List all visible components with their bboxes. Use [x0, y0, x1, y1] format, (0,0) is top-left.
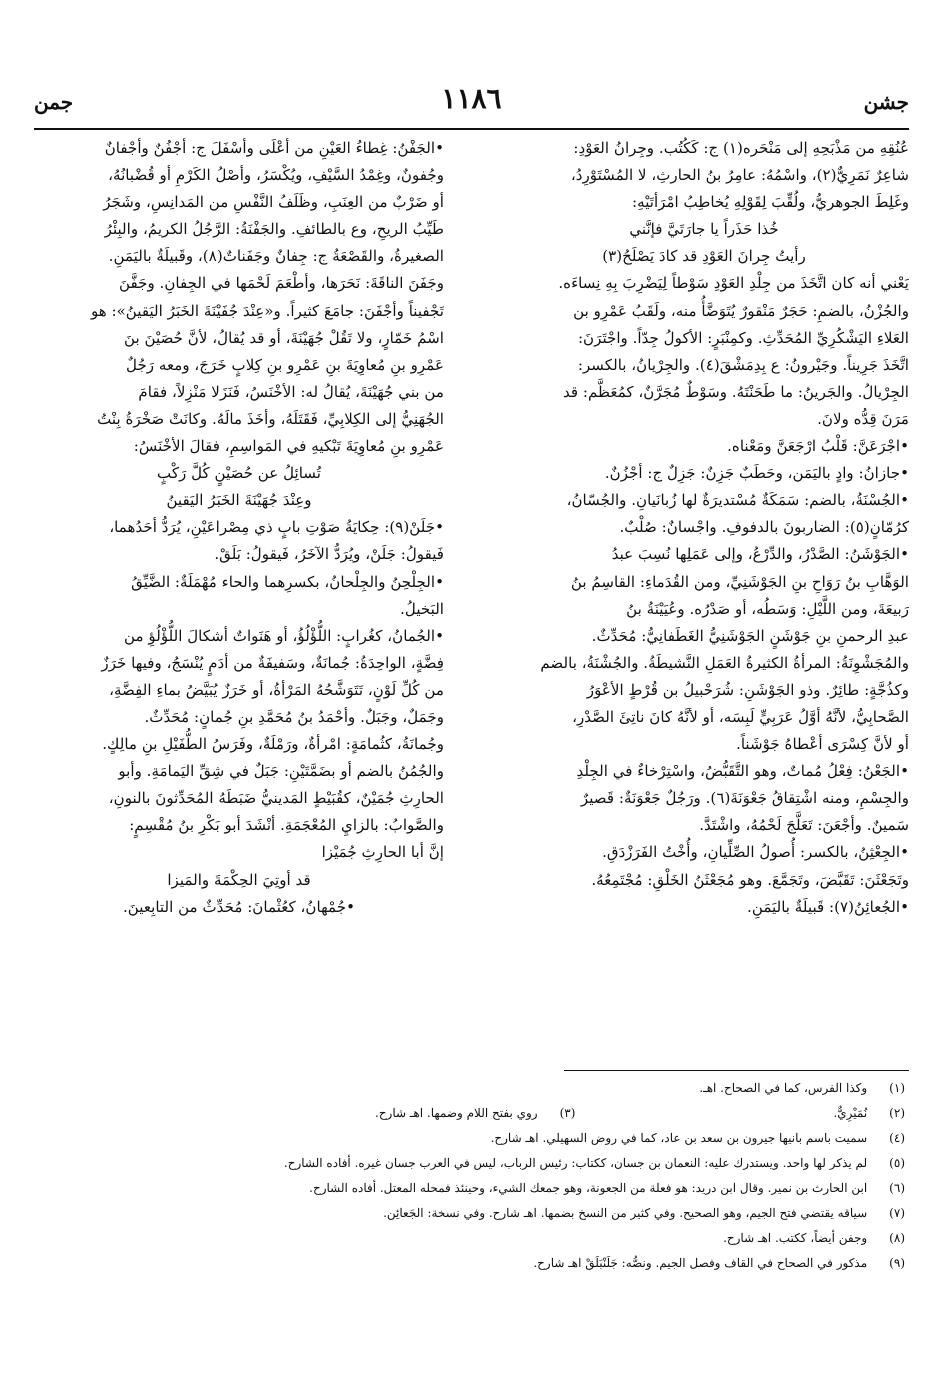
footnote-row: [45, 1176, 905, 1201]
text-line: العَلاءِ اليَشْكُرِيِّ المُحَدِّثِ. وكمِنْبَرٍ: الأكولُ جِدّاً. واجْتَرَنَ:: [577, 328, 909, 347]
text-line: رأيتُ جِرانَ العَوْدِ قد كادَ يَصْلَحُ(٣): [602, 247, 806, 266]
text-line: الوَهَّابِ بنُ رَوَاحِ بنِ الجَوْشَنِيِّ، ومن القُدَماءِ: القاسِمُ بنُ: [570, 572, 909, 591]
footnote: [375, 1101, 575, 1126]
footnote-text: وكذا الفرس، كما في الصحاح. اهـ.: [699, 1081, 868, 1095]
footnote: [383, 1206, 905, 1220]
footnote-row: [45, 1101, 905, 1126]
footnote-text: لم يذكر لها واحد. ويستدرك عليه: النعمان بن جسان، ككتاب: رئيس الرباب، ليس في العرب جسان غيره. أفاده الشارح.: [283, 1156, 868, 1170]
footnote: [284, 1156, 905, 1170]
text-line: فَيقولُ: جَلَنْ، ويُرَدُّ الآخَرُ، فَيقولُ: بَلَقْ.: [214, 545, 444, 564]
text-line: •الجِلْحِنُ والجِلْحانُ، بكسرِهما والحاء مُهْمَلَةٌ: الضَّيِّقُ: [131, 572, 444, 591]
footnote: [533, 1256, 905, 1270]
text-line: والمُجَشْوِنَةُ: المرأةُ الكثيرةُ العَمَلِ النَّشيطَةُ. والجُشْنَةُ، بالضم: [540, 653, 909, 672]
text-line: •الجُمانُ، كغُرابٍ: اللُّؤْلُؤُ، أو هَنَواتٌ أشكالَ اللُّؤْلُؤِ من: [124, 626, 444, 645]
text-line: كرُمّانٍ(٥): الضاربونَ بالدفوفِ. واجْسانٌ: صُلْبٌ.: [619, 518, 909, 537]
text-line: سَمينٌ. وأجْعَنَ: تَعَلَّجَ لَحْمُهُ، واشْتَدَّ.: [699, 816, 909, 835]
footnote-number: (٩): [889, 1256, 905, 1270]
text-line: وكذُجَّةٍ: طائِرٌ. وذو الجَوْشَنِ: شُرَحْبيلُ بن قُرْطٍ الأعْوَرُ: [586, 680, 909, 699]
header-rule: [34, 128, 909, 130]
footnote: [699, 1081, 905, 1095]
text-line: •اجْرَعَنَّ: قَلْبُ ارْجَعَنَّ ومَعْناه.: [727, 437, 909, 456]
text-line: •الجِعْثِنُ، بالكسر: أُصولُ الصِّلِّيانِ، وأُخْتُ الفَرَزْدَقِ.: [602, 843, 909, 862]
text-line: أو لأنَّ كِسْرَى أعْطاهُ جَوْشَناً.: [736, 735, 909, 754]
footnote-text: نُمَيْرِيٌّ.: [833, 1106, 868, 1120]
footnote-number: (٥): [889, 1156, 905, 1170]
footnote-text: وجفن أيضاً، ككتب. اهـ شارح.: [723, 1231, 868, 1245]
footnote-rule: [564, 1070, 909, 1071]
text-line: من بني جُهَيْنَةَ، يُقالُ له: الأخْنَسُ، فَنَزَلا مَنْزِلاً، فقامَ: [138, 382, 444, 401]
text-line: •الجَفْنُ: غِطاءُ العَيْنِ من أعْلَى وأسْفَلَ ج: أجْفُنٌ وأجْفانٌ: [104, 139, 444, 157]
text-line: الصغيرةُ، والقَصْعَةُ ج: جِفانٌ وجَفَناتٌ(٨)، وقَبيلَةٌ باليَمَنِ.: [108, 247, 444, 266]
text-line: •جازانُ: وادٍ باليَمَن، وحَطَبٌ جَزِنٌ: جَزِلٌ ج: أجْزُنٌ.: [604, 464, 909, 483]
text-line: عُنُقِهِ من مَذْبَحِهِ إلى مَنْحَره(١) ج: كَكُتُب. وجِرانُ العَوْدِ:: [573, 139, 909, 157]
text-line: الحارِثِ جُمَيْنٌ، كقُبَيْطٍ المَدينيُّ ضَبَطَهُ المُحَدِّثونَ بالنونِ،: [108, 789, 444, 808]
text-line: وجُمانَةُ، كثُمامَةٍ: امْرأةٌ، ورَمْلَةٌ، وفَرَسُ الطُّفَيْلِ بنِ مالِكٍ.: [102, 735, 444, 754]
text-line: يَعْني أنه كان اتَّخَذَ من جِلْدِ العَوْدِ سَوْطاً لِيَضْرِبَ بِهِ نِساءَه.: [558, 274, 909, 293]
text-line: عَمْرِو بنِ مُعاوِيَةَ تَبْكيهِ في المَواسِمِ، فقالَ الأخْنَسُ:: [133, 437, 444, 456]
text-line: اسْمُ خَمّارٍ، ولا تَقُلْ جُهَيْنَةَ، أو قد يُقالُ، لأنَّ حُصَيْنَ بنَ: [124, 328, 444, 347]
footnote-text: ابن الحارث بن نمير. وقال ابن دريد: هو فعلة من الجعونة، وهو جمعك الشيء، وحينئذ فمحله المعتل. أفاده الشارح.: [309, 1181, 868, 1195]
text-line: وتَجَعْثَنَ: تَقَبَّضَ، وتَجَمَّعَ. وهو مُجَعْثَنُ الخَلْقِ: مُجْتَمِعُهُ.: [591, 870, 909, 889]
text-line: فِضَّةٍ، الواحِدَةُ: جُمانَةٌ، وسَفيفَةٌ من أدَمٍ يُنْسَجُ، وفيها خَرَزٌ: [101, 653, 444, 672]
text-line: والجُمُنُ بالضم أو بضَمَّتَيْنِ: جَبَلٌ في شِقِّ اليَمامَةِ. وأبو: [118, 762, 444, 781]
footnote-number: (٧): [889, 1206, 905, 1220]
left-column: [34, 135, 444, 1050]
page-number: ١١٨٦: [441, 82, 502, 115]
text-line: وجَمَلٌ، وجَبَلٌ. وأحْمَدُ بنُ مُحَمَّدِ بنِ جُمانٍ: مُحَدِّثٌ.: [144, 707, 444, 726]
page-header: [34, 82, 909, 122]
text-line: عبدِ الرحمنِ بنِ جَوْشَنٍ الجَوْشَنِيُّ الغَطَفانِيُّ: مُحَدِّثٌ.: [591, 626, 909, 645]
footnote: [309, 1181, 905, 1195]
text-line: •الجَعْنُ: فِعْلُ مُماتٌ، وهو التَّقَبُّضُ، واسْتِرْخاءٌ في الجِلْدِ: [576, 762, 909, 781]
footnote: [723, 1231, 905, 1245]
footnote-number: (٤): [889, 1131, 905, 1145]
text-line: والجِسْمِ، ومنه اشْتِقاقُ جَعْوَنَةَ(٦). ورَجُلٌ جَعْوَنَةٌ: قَصيرٌ: [580, 789, 909, 808]
footnote-row: [45, 1251, 905, 1276]
text-line: •الجُسْنَةُ، بالضم: سَمَكَةٌ مُسْتديرَةٌ لها زُبانَيانِ. والجُسّانُ،: [566, 491, 909, 510]
text-line: البَخيلُ.: [400, 599, 444, 618]
text-line: قد أوتِيَ الحِكْمَةَ والمَيزا: [167, 870, 311, 889]
text-line: الصَّحابِيُّ، لأنَّهُ أوَّلُ عَرَبِيٍّ لَبِسَه، أو لأنَّهُ كانَ ناتِئَ الصَّدْرِ،: [572, 707, 909, 726]
text-line: •الجَوْشَنُ: الصَّدْرُ، والدِّرْعُ، وإلى عَمَلِها نُسِبَ عبدُ: [611, 545, 909, 564]
footnote-number: (٦): [889, 1181, 905, 1195]
footnote-row: [45, 1151, 905, 1176]
text-line: وعِنْدَ جُهَيْنَةَ الخَبَرُ اليَقينُ: [166, 491, 312, 510]
footnote-number: (٨): [889, 1231, 905, 1245]
footnote-text: روي بفتح اللام وضمها. اهـ شارح.: [375, 1106, 538, 1120]
text-line: وغَلِطَ الجوهريُّ، ولُقِّبَ لِقَوْلِهِ يُخاطِبُ امْرَأتَيْهِ:: [632, 193, 909, 212]
text-line: •الجُعائِنُ(٧): قَبيلَةٌ باليَمَنِ.: [747, 897, 909, 916]
text-line: وجَفَنَ الناقَةَ: نَحَرَها، وأطْعَمَ لَحْمَها في الجِفانِ. وجَفَّنَ: [118, 274, 444, 293]
text-line: تُسائِلُ عن حُصَيْنٍ كُلَّ رَكْبٍ: [157, 464, 321, 483]
footnote-number: (٢): [889, 1106, 905, 1120]
text-line: والصَّوابُ: بالزايِ المُعْجَمَةِ. أنْشَدَ أبو بَكْرِ بنُ مُقْسِمٍ:: [129, 816, 444, 835]
footnote: [491, 1131, 905, 1145]
footnote-text: مذكور في الصحاح في القاف وفصل الجيم. ونصُّه: جَلَنْبَلَقْ اهـ شارح.: [533, 1256, 868, 1270]
text-line: وجُفونٌ، وغِمْدُ السَّيْفِ، ويُكْسَرُ، وأصْلُ الكَرْمِ أو قُضْبانُهُ،: [108, 166, 444, 185]
text-line: تَجْفيناً وأجْفَنَ: جامَعَ كثيراً. و«عِنْدَ جُفَيْنَةَ الخَبَرُ اليَقينُ»: هو: [90, 301, 444, 320]
headword-left: جمن: [34, 90, 74, 114]
text-line: والجُزْنُ، بالضمِ: حَجَرٌ مَنْقورٌ يُتَوَضَّأُ منه، ولَقَبُ عَمْرِو بن: [573, 301, 909, 320]
text-line: رَبيعَةَ، ومن اللَّيْلِ: وَسَطُه، أو صَدْرُه. وعُيَيْنَةُ بنُ: [626, 599, 909, 618]
text-line: مَرَنَ قِدُّه ولانَ.: [817, 409, 909, 428]
text-line: طَيِّبُ الريحِ، وع بالطائفِ. والجَفْنَةُ: الرَّجُلُ الكريمُ، والبِئْرُ: [104, 220, 444, 239]
footnote-text: سياقه يقتضي فتح الجيم، وهو الصحيح. وفي كثير من النسخ بضمها. اهـ شارح. وفي نسخة: الجَعائِن.: [383, 1206, 868, 1220]
footnote-row: [45, 1076, 905, 1101]
text-line: الجِرْيالُ. والجَرينُ: ما طَحَنْتَهُ. وسَوْطٌ مُجَرَّنٌ، كمُعَظَّم: قد: [562, 382, 909, 401]
footnote-row: [45, 1126, 905, 1151]
right-column: [499, 135, 909, 1050]
text-line: إنَّ أبا الحارِثِ جُمَيْزا: [321, 843, 444, 862]
headword-right: جشن: [863, 90, 909, 114]
text-line: شاعِرٌ نَمَرِيٌّ(٢)، واسْمُهُ: عامِرُ بنُ الحارثِ، لا المُسْتَوْرِدُ،: [570, 166, 909, 185]
footnote-text: سميت باسم بانيها جيرون بن سعد بن عاد، كما في روض السهيلي. اهـ شارح.: [490, 1131, 868, 1145]
footnotes: [45, 1076, 905, 1306]
text-line: •جُمْهانُ، كعُثْمانَ: مُحَدِّثٌ من التابِعينَ.: [123, 897, 355, 916]
footnote-row: [45, 1201, 905, 1226]
footnote-row: [45, 1226, 905, 1251]
text-line: •جَلَنْ(٩): حِكايَةُ صَوْتِ بابٍ ذي مِصْراعَيْنِ، يُرَدُّ أحَدُهما،: [109, 518, 444, 537]
text-line: خُذا حَذَراً يا جارَتَيَّ فإنَّني: [629, 220, 779, 239]
footnote-number: (١): [889, 1081, 905, 1095]
text-line: عَمْرِو بنِ مُعاوِيَةَ بنِ عَمْرِو بنِ كِلابٍ خَرَجَ، ومعه رَجُلٌ: [126, 355, 444, 374]
footnote: [833, 1101, 905, 1126]
text-line: اتَّخَذَ جَرِيناً. وجَيْرونُ: ع بِدِمَشْقَ(٤). والجِرْيانُ، بالكسر:: [577, 355, 909, 374]
footnote-number: (٣): [559, 1106, 576, 1120]
text-line: الجُهَنِيُّ إلى الكِلابِيِّ، فَقَتَلَهُ، وأخَذَ مالَهُ. وكانَتْ صَخْرَةُ بِنْتُ: [97, 409, 444, 428]
text-line: أو ضَرْبٌ من العِنَبِ، وظَلَفُ النَّفْسِ من المَدانِسِ، وشَجَرُ: [103, 193, 444, 212]
text-line: من كُلِّ لَوْنٍ، تَتَوَشَّحُهُ المَرْأةُ، أو خَرَزٌ يُبَيَّضُ بماءِ الفِضَّةِ،: [109, 680, 444, 699]
